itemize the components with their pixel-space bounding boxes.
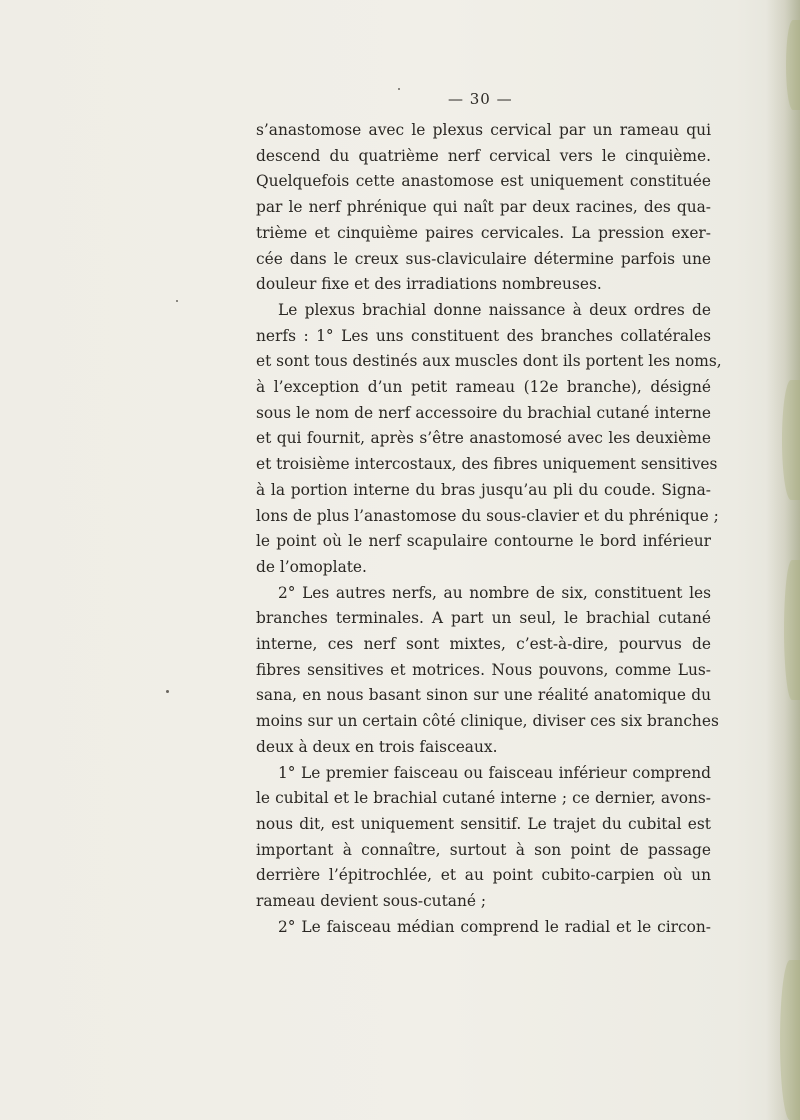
text-line: par le nerf phrénique qui naît par deux racines, des qua-: [256, 198, 711, 217]
text-line: deux à deux en trois faisceaux.: [256, 737, 498, 756]
text-line: 2° Le faisceau médian comprend le radial et le circon-: [278, 917, 711, 936]
text-line: moins sur un certain côté clinique, diviser ces six branches: [256, 712, 719, 731]
body-text: [256, 118, 722, 941]
text-line: à l’exception d’un petit rameau (12e branche), désigné: [256, 378, 711, 397]
page-number: — 30 —: [448, 90, 513, 108]
print-speck: [176, 300, 178, 302]
text-line: derrière l’épitrochlée, et au point cubito-carpien où un: [256, 866, 711, 885]
paper-stain: [780, 960, 800, 1120]
paper-stain: [784, 560, 800, 700]
text-line: nerfs : 1° Les uns constituent des branches collatérales: [256, 326, 711, 345]
text-line: cée dans le creux sus-claviculaire détermine parfois une: [256, 249, 711, 268]
text-line: lons de plus l’anastomose du sous-clavier et du phrénique ;: [256, 506, 719, 525]
paper-stain: [786, 20, 800, 110]
text-line: et troisième intercostaux, des fibres uniquement sensitives: [256, 455, 718, 474]
text-line: et qui fournit, après s’être anastomosé avec les deuxième: [256, 429, 711, 448]
text-line: de l’omoplate.: [256, 557, 367, 576]
paper-stain: [782, 380, 800, 500]
text-line: descend du quatrième nerf cervical vers le cinquième.: [256, 146, 711, 165]
text-line: douleur fixe et des irradiations nombreuses.: [256, 275, 602, 294]
text-line: nous dit, est uniquement sensitif. Le trajet du cubital est: [256, 814, 711, 833]
text-line: Quelquefois cette anastomose est uniquement constituée: [256, 172, 711, 191]
text-line: fibres sensitives et motrices. Nous pouvons, comme Lus-: [256, 660, 711, 679]
print-speck: [166, 690, 169, 693]
text-line: 2° Les autres nerfs, au nombre de six, constituent les: [278, 583, 711, 602]
text-line: important à connaître, surtout à son point de passage: [256, 840, 711, 859]
text-line: à la portion interne du bras jusqu’au pli du coude. Signa-: [256, 480, 711, 499]
text-line: le point où le nerf scapulaire contourne le bord inférieur: [256, 532, 711, 551]
text-line: 1° Le premier faisceau ou faisceau inférieur comprend: [278, 763, 711, 782]
text-line: branches terminales. A part un seul, le brachial cutané: [256, 609, 711, 628]
text-line: Le plexus brachial donne naissance à deux ordres de: [278, 300, 711, 319]
text-line: rameau devient sous-cutané ;: [256, 892, 487, 911]
text-line: et sont tous destinés aux muscles dont ils portent les noms,: [256, 352, 722, 371]
print-speck: [398, 88, 400, 90]
text-line: sous le nom de nerf accessoire du brachial cutané interne: [256, 403, 711, 422]
text-line: s’anastomose avec le plexus cervical par un rameau qui: [256, 121, 711, 139]
text-line: interne, ces nerf sont mixtes, c’est-à-dire, pourvus de: [256, 635, 711, 654]
text-line: sana, en nous basant sinon sur une réalité anatomique du: [256, 686, 711, 705]
text-line: trième et cinquième paires cervicales. La pression exer-: [256, 223, 711, 242]
text-line: le cubital et le brachial cutané interne ; ce dernier, avons-: [256, 789, 711, 808]
